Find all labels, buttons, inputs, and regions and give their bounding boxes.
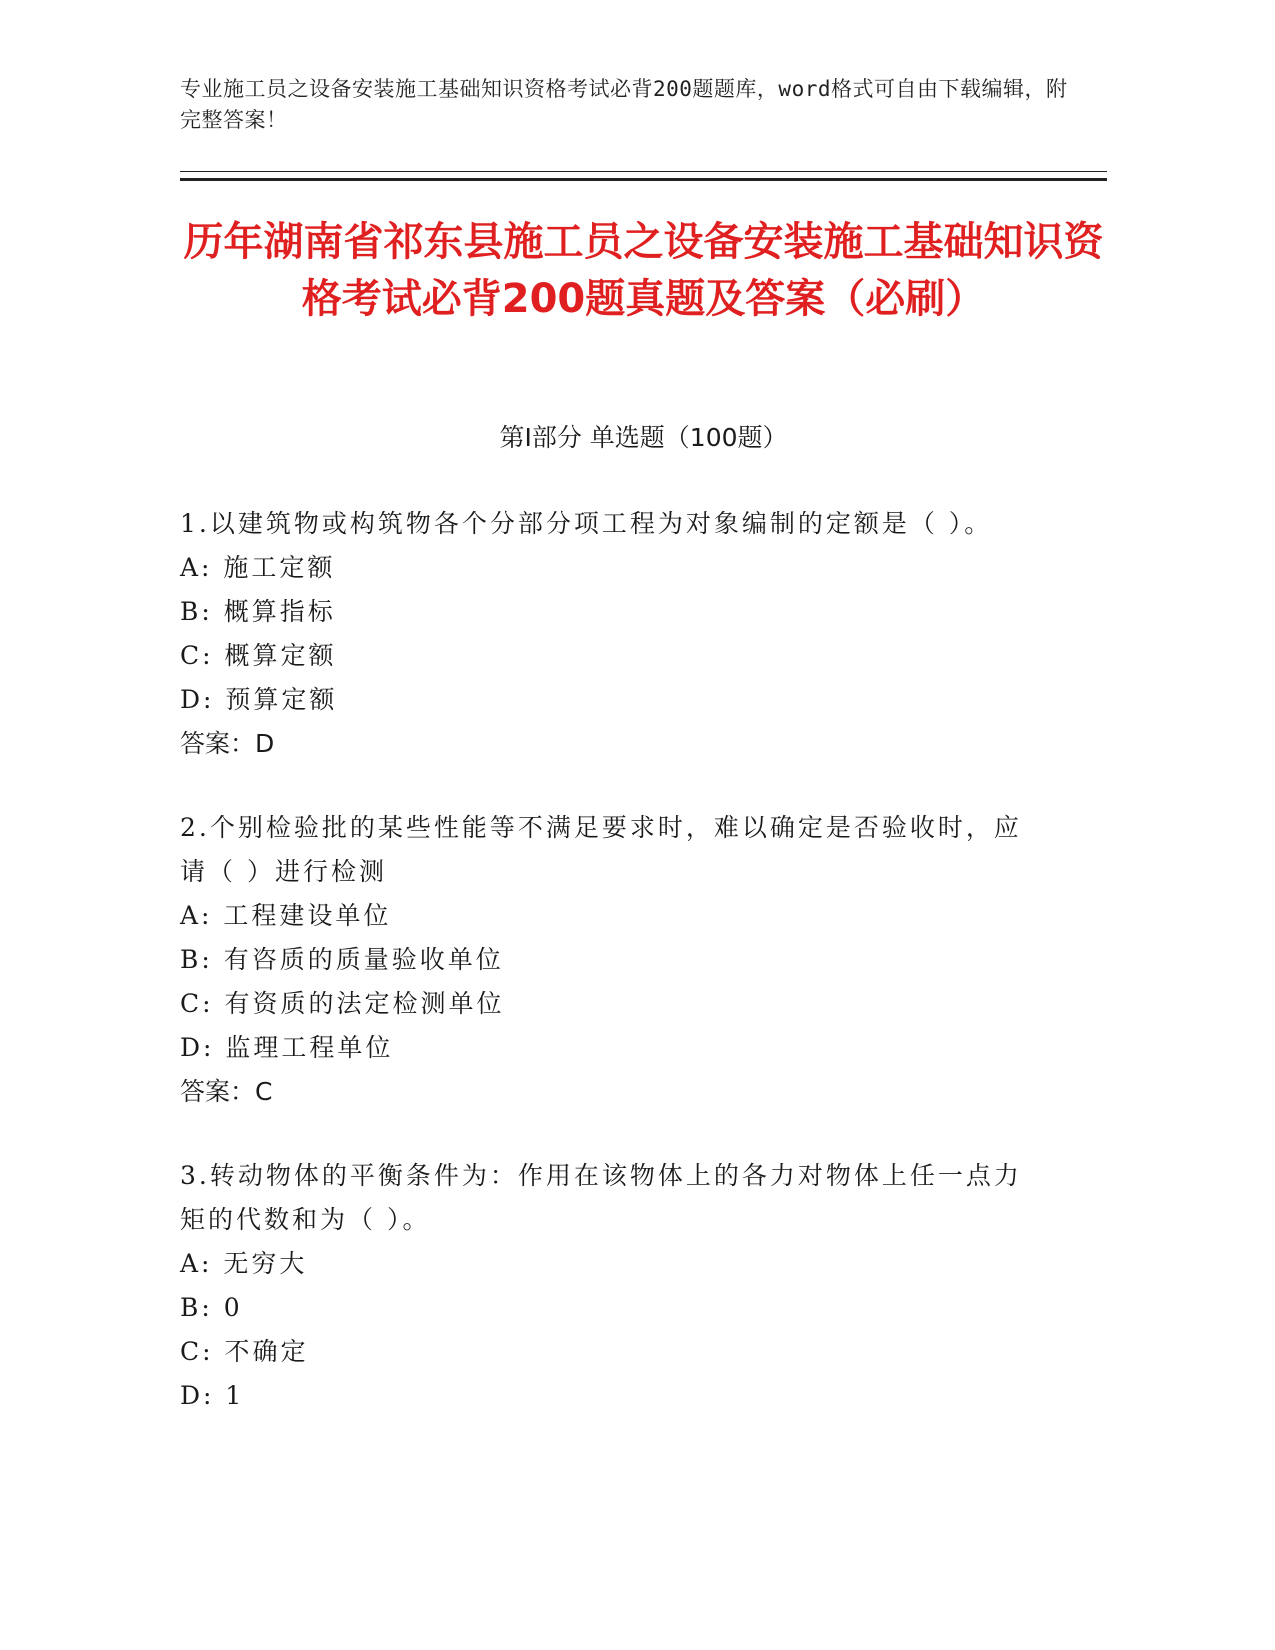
answer: 答案：C: [180, 1077, 273, 1106]
question-2: [180, 806, 1025, 1114]
question-stem: 2.个别检验批的某些性能等不满足要求时，难以确定是否验收时，应请（ ）进行检测: [180, 813, 1022, 886]
document-title: 历年湖南省祁东县施工员之设备安装施工基础知识资格考试必背200题真题及答案（必刷）: [183, 219, 1104, 322]
question-stem: 3.转动物体的平衡条件为：作用在该物体上的各力对物体上任一点力矩的代数和为（ ）。: [180, 1161, 1022, 1234]
option-a: A: 无穷大: [180, 1249, 308, 1278]
option-c: C: 概算定额: [180, 641, 337, 670]
option-b: B: 概算指标: [180, 597, 336, 626]
answer: 答案：D: [180, 729, 275, 758]
option-d: D: 预算定额: [180, 685, 338, 714]
header-note: 专业施工员之设备安装施工基础知识资格考试必背200题题库，word格式可自由下载编辑，附完整答案！: [180, 77, 1068, 132]
option-a: A: 工程建设单位: [180, 901, 392, 930]
header-divider-thick: [180, 178, 1107, 181]
question-list: [180, 502, 1025, 1458]
option-c: C: 有资质的法定检测单位: [180, 989, 505, 1018]
question-stem: 1.以建筑物或构筑物各个分部分项工程为对象编制的定额是（ ）。: [180, 509, 993, 538]
question-3: [180, 1154, 1025, 1418]
option-d: D: 监理工程单位: [180, 1033, 394, 1062]
header-divider-thin: [180, 171, 1107, 172]
option-a: A: 施工定额: [180, 553, 336, 582]
option-c: C: 不确定: [180, 1337, 309, 1366]
option-b: B: 0: [180, 1293, 243, 1322]
option-d: D: 1: [180, 1381, 245, 1410]
option-b: B: 有咨质的质量验收单位: [180, 945, 504, 974]
section-heading: 第Ⅰ部分 单选题（100题）: [499, 423, 788, 452]
question-1: [180, 502, 1025, 766]
